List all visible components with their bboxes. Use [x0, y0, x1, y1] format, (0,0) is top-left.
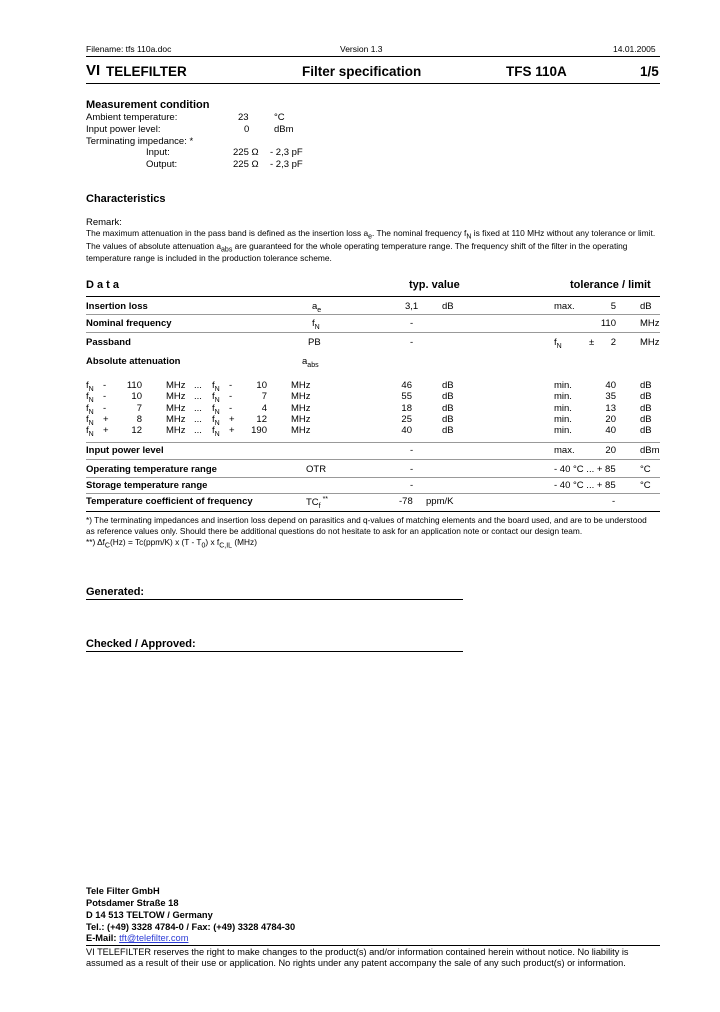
input-cap: - 2,3 pF: [270, 147, 303, 158]
generated-label: Generated:: [86, 586, 145, 598]
company-name: TELEFILTER: [106, 64, 187, 79]
passband-typ: -: [410, 337, 414, 348]
abs-row-2-tu: dB: [442, 391, 454, 403]
abs-row-1-f: $f_N$: [86, 380, 94, 393]
page-number: 1/5: [640, 64, 659, 79]
ambient-label: Ambient temperature:: [86, 112, 178, 123]
abs-row-2-f: $f_N$: [86, 391, 94, 405]
table-rule: [86, 314, 660, 315]
abs-row-2-dots: ...: [194, 391, 202, 403]
insertion-symbol: $a_e$: [312, 301, 322, 314]
abs-row-1-k: min.: [554, 380, 572, 391]
table-rule-top: [86, 296, 660, 297]
abs-row-3-u1: MHz: [166, 402, 186, 414]
tcf-lim: -: [612, 496, 616, 507]
storage-lim: - 40 °C ... + 85: [554, 480, 616, 491]
passband-lim-unit: MHz: [640, 337, 660, 348]
footer-email-link[interactable]: tft@telefilter.com: [119, 933, 189, 943]
table-rule: [86, 332, 660, 333]
table-rule: [86, 459, 660, 460]
op-temp-typ: -: [410, 464, 414, 475]
abs-row-2-u2: MHz: [291, 391, 311, 403]
nominal-label: Nominal frequency: [86, 318, 172, 329]
footer-email-label: E-Mail:: [86, 933, 117, 943]
abs-row-3-s1: -: [103, 402, 107, 414]
characteristics-title: Characteristics: [86, 193, 166, 205]
note-1: *) The terminating impedances and insertion loss depend on parasitics and q-values of matching elements and the board used, and are to be understood: [86, 515, 647, 525]
abs-row-3-v2: 4: [261, 402, 267, 414]
passband-lim: 2: [610, 337, 616, 348]
abs-row-5-s2: +: [229, 425, 235, 437]
output-cap: - 2,3 pF: [270, 159, 303, 170]
abs-row-5-f2: $f_N$: [212, 425, 220, 439]
power-value: 0: [244, 124, 250, 135]
insertion-label: Insertion loss: [86, 301, 148, 312]
abs-row-3-typ: 18: [401, 402, 412, 414]
abs-row-3-dots: ...: [194, 402, 202, 414]
remark-line-1: The maximum attenuation in the pass band is defined as the insertion loss $a_e$. The nominal frequency $f_N$ is fixed at 110 MHz without any tolerance or limit.: [86, 228, 656, 241]
date-label: 14.01.2005: [613, 44, 656, 54]
abs-row-5-v2: 190: [251, 425, 267, 437]
abs-row-4-k: min.: [554, 413, 572, 425]
abs-row-5-v1: 12: [131, 425, 142, 437]
nominal-typ: -: [410, 318, 414, 329]
abs-row-2-s1: -: [103, 391, 107, 403]
input-power-lim: 20: [605, 445, 616, 456]
insertion-typ-unit: dB: [442, 301, 454, 312]
insertion-lim: 5: [610, 301, 616, 312]
nominal-lim: 110: [600, 318, 616, 329]
checked-label: Checked / Approved:: [86, 638, 196, 650]
abs-row-5-lim: 40: [605, 425, 616, 437]
output-label: Output:: [146, 159, 178, 170]
abs-row-2-s2: -: [229, 391, 233, 403]
header-rule-2: [86, 83, 660, 84]
abs-row-1-f2: $f_N$: [212, 380, 220, 393]
ambient-value: 23: [238, 112, 249, 123]
footer-company: Tele Filter GmbH: [86, 886, 160, 896]
tcf-label: Temperature coefficient of frequency: [86, 496, 253, 507]
power-label: Input power level:: [86, 124, 161, 135]
footer-street: Potsdamer Straße 18: [86, 898, 179, 908]
abs-row-4-u2: MHz: [291, 413, 311, 425]
header-rule: [86, 56, 660, 57]
generated-signature-line: [86, 599, 463, 600]
abs-row-3-u2: MHz: [291, 402, 311, 414]
input-power-lim-kind: max.: [554, 445, 575, 456]
insertion-typ: 3,1: [405, 301, 419, 312]
abs-row-3-f: $f_N$: [86, 402, 94, 416]
passband-lim-f: $f_N$: [554, 337, 562, 350]
op-temp-lim-unit: °C: [640, 464, 651, 475]
abs-row-4-typ: 25: [401, 413, 412, 425]
abs-row-3-f2: $f_N$: [212, 402, 220, 416]
abs-row-2-f2: $f_N$: [212, 391, 220, 405]
abs-row-2-u1: MHz: [166, 391, 186, 403]
footer-rule: [86, 945, 660, 946]
note-3: **) $\Delta f_C(Hz) = Tc(ppm/K)$ x $(T - T_0)$ x $f_{C,IL}$ (MHz): [86, 537, 257, 550]
abs-row-4-lu: dB: [640, 413, 652, 425]
footer-phone: Tel.: (+49) 3328 4784-0 / Fax: (+49) 3328 4784-30: [86, 922, 296, 932]
abs-row-1-u2: MHz: [291, 380, 311, 391]
abs-row-4-v2: 12: [256, 413, 267, 425]
col-tol: tolerance / limit: [570, 279, 651, 291]
passband-label: Passband: [86, 337, 131, 348]
impedance-label: Terminating impedance: *: [86, 136, 194, 147]
input-power-label: Input power level: [86, 445, 164, 456]
remark-line-2: The values of absolute attenuation $a_{abs}$ are guaranteed for the whole operating temperature range. The frequency shift of the filter in the operating: [86, 241, 628, 254]
note-2: as reference values only. Should there be additional questions do not hesitate to ask for an application note or contact our design team.: [86, 526, 583, 536]
abs-row-5-k: min.: [554, 425, 572, 437]
abs-row-2-lu: dB: [640, 391, 652, 403]
ambient-unit: °C: [274, 112, 285, 123]
abs-row-1-s1: -: [103, 380, 107, 391]
abs-row-5-u2: MHz: [291, 425, 311, 437]
abs-row-1-tu: dB: [442, 380, 454, 391]
insertion-lim-unit: dB: [640, 301, 652, 312]
abs-row-5-typ: 40: [401, 425, 412, 437]
abs-row-3-tu: dB: [442, 402, 454, 414]
col-typ: typ. value: [409, 279, 460, 291]
insertion-lim-kind: max.: [554, 301, 575, 312]
table-rule: [86, 442, 660, 443]
storage-label: Storage temperature range: [86, 480, 208, 491]
abs-row-1-u1: MHz: [166, 380, 186, 391]
abs-row-3-v1: 7: [136, 402, 142, 414]
abs-row-2-k: min.: [554, 391, 572, 403]
col-data: D a t a: [86, 279, 120, 291]
abs-row-5-f: $f_N$: [86, 425, 94, 439]
table-rule-bottom: [86, 511, 660, 512]
input-label: Input:: [146, 147, 170, 158]
checked-signature-line: [86, 651, 463, 652]
logo-vi: VI: [86, 62, 101, 79]
abs-row-4-dots: ...: [194, 413, 202, 425]
table-rule: [86, 477, 660, 478]
nominal-symbol: $f_N$: [312, 318, 320, 331]
abs-row-3-lim: 13: [605, 402, 616, 414]
footer-email-row: [86, 933, 188, 943]
power-unit: dBm: [274, 124, 294, 135]
abs-row-5-u1: MHz: [166, 425, 186, 437]
abs-row-1-v1: 110: [126, 380, 142, 391]
abs-row-4-s1: +: [103, 413, 109, 425]
abs-row-4-f: $f_N$: [86, 413, 94, 427]
remark-label: Remark:: [86, 217, 122, 228]
abs-row-2-v1: 10: [131, 391, 142, 403]
abs-row-4-u1: MHz: [166, 413, 186, 425]
abs-row-4-f2: $f_N$: [212, 413, 220, 427]
abs-row-1-lim: 40: [605, 380, 616, 391]
footer-city: D 14 513 TELTOW / Germany: [86, 910, 213, 920]
table-rule: [86, 493, 660, 494]
op-temp-lim: - 40 °C ... + 85: [554, 464, 616, 475]
abs-row-1-typ: 46: [401, 380, 412, 391]
abs-row-2-lim: 35: [605, 391, 616, 403]
abs-row-1-s2: -: [229, 380, 233, 391]
abs-row-3-lu: dB: [640, 402, 652, 414]
output-value: 225 Ω: [233, 159, 259, 170]
abs-row-4-s2: +: [229, 413, 235, 425]
abs-row-4-tu: dB: [442, 413, 454, 425]
company-logo: [86, 62, 100, 79]
abs-row-2-typ: 55: [401, 391, 412, 403]
input-power-typ: -: [410, 445, 414, 456]
storage-typ: -: [410, 480, 414, 491]
abs-row-5-dots: ...: [194, 425, 202, 437]
abs-row-4-v1: 8: [136, 413, 142, 425]
abs-row-5-lu: dB: [640, 425, 652, 437]
abs-row-1-dots: ...: [194, 380, 202, 391]
abs-row-5-s1: +: [103, 425, 109, 437]
tcf-typ-unit: ppm/K: [426, 496, 454, 507]
abs-row-1-v2: 10: [256, 380, 267, 391]
tcf-typ: -78: [399, 496, 413, 507]
filename-label: Filename: tfs 110a.doc: [86, 44, 172, 54]
input-value: 225 Ω: [233, 147, 259, 158]
product-name: TFS 110A: [506, 64, 567, 79]
abs-row-3-s2: -: [229, 402, 233, 414]
abs-row-1-lu: dB: [640, 380, 652, 391]
footer-disclaimer-2: assumed as a result of their use or application. No rights under any patent accompany the sale of any such product(s) or information.: [86, 958, 626, 968]
doc-title: Filter specification: [302, 64, 422, 79]
remark-line-3: temperature range is included in the production tolerance scheme.: [86, 253, 332, 263]
absolute-label: Absolute attenuation: [86, 356, 181, 367]
abs-row-4-lim: 20: [605, 413, 616, 425]
op-temp-label: Operating temperature range: [86, 464, 217, 475]
op-temp-symbol: OTR: [306, 464, 327, 475]
tcf-symbol: $TC_f$ **: [306, 496, 329, 511]
measurement-title: Measurement condition: [86, 99, 210, 111]
abs-row-3-k: min.: [554, 402, 572, 414]
version-label: Version 1.3: [340, 44, 383, 54]
footer-disclaimer-1: VI TELEFILTER reserves the right to make changes to the product(s) and/or information contained herein without notice. No liability is: [86, 947, 629, 957]
abs-row-2-v2: 7: [261, 391, 267, 403]
storage-lim-unit: °C: [640, 480, 651, 491]
abs-row-5-tu: dB: [442, 425, 454, 437]
nominal-lim-unit: MHz: [640, 318, 660, 329]
input-power-lim-unit: dBm: [640, 445, 660, 456]
absolute-symbol: $a_{abs}$: [302, 356, 319, 369]
passband-symbol: PB: [308, 337, 321, 348]
passband-lim-pm: ±: [589, 337, 595, 348]
